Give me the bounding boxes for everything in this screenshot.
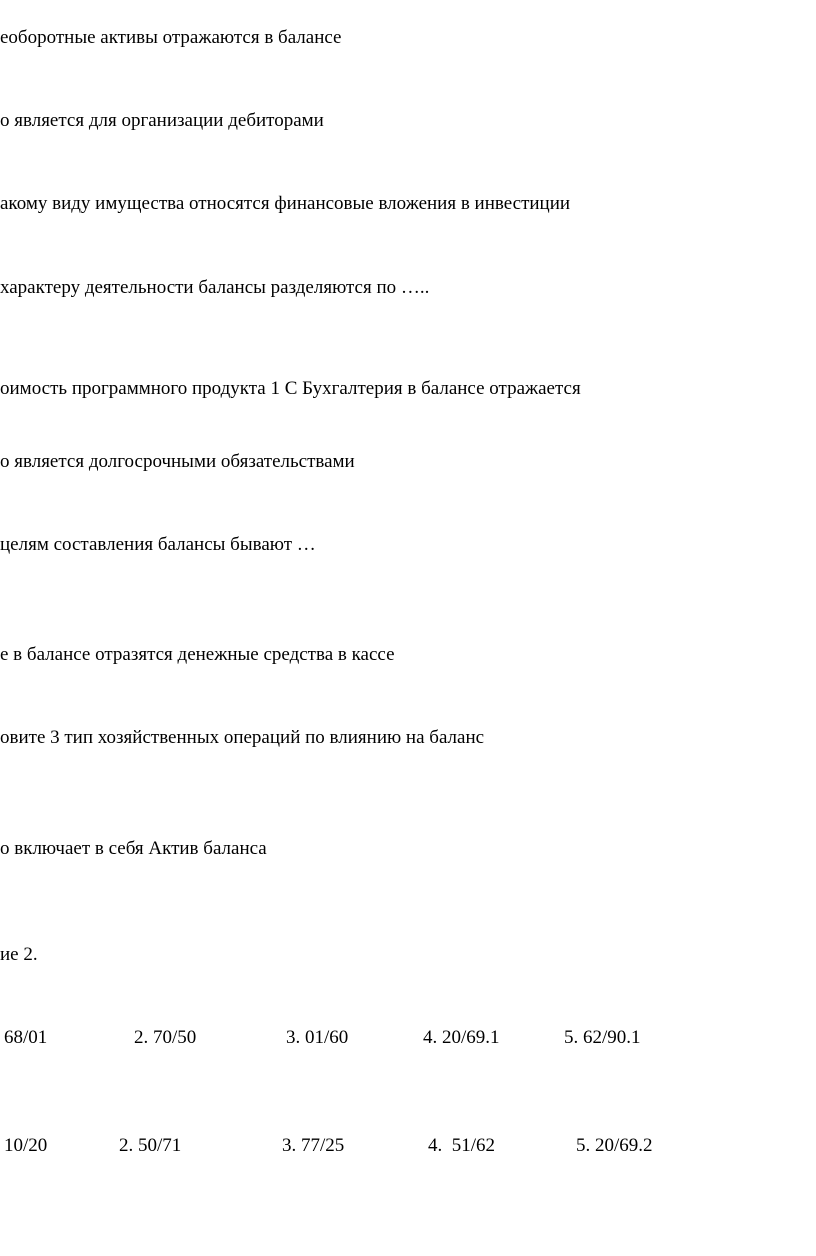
question-line: целям составления балансы бывают … (0, 534, 316, 555)
question-line: о включает в себя Актив баланса (0, 838, 267, 859)
answer-cell: 2. 70/50 (134, 1027, 197, 1048)
answer-cell: 3. 01/60 (286, 1027, 349, 1048)
answer-cell: 3. 77/25 (282, 1135, 345, 1156)
question-line: о является долгосрочными обязательствами (0, 451, 355, 472)
answer-cell: 4. 51/62 (428, 1135, 496, 1156)
answer-cell: 68/01 (4, 1027, 48, 1048)
answer-cell: 10/20 (4, 1135, 48, 1156)
question-line: характеру деятельности балансы разделяются по ….. (0, 277, 430, 298)
question-line: овите 3 тип хозяйственных операций по влиянию на баланс (0, 727, 485, 748)
question-line: е в балансе отразятся денежные средства в кассе (0, 644, 395, 665)
answer-cell: 4. 20/69.1 (423, 1027, 500, 1048)
answer-cell: 2. 50/71 (119, 1135, 182, 1156)
answer-cell: 5. 20/69.2 (576, 1135, 653, 1156)
task-heading: ие 2. (0, 944, 38, 965)
question-line: еоборотные активы отражаются в балансе (0, 27, 342, 48)
question-line: акому виду имущества относятся финансовые вложения в инвестиции (0, 193, 571, 214)
question-line: оимость программного продукта 1 С Бухгалтерия в балансе отражается (0, 378, 581, 399)
question-line: о является для организации дебиторами (0, 110, 324, 131)
answer-cell: 5. 62/90.1 (564, 1027, 641, 1048)
